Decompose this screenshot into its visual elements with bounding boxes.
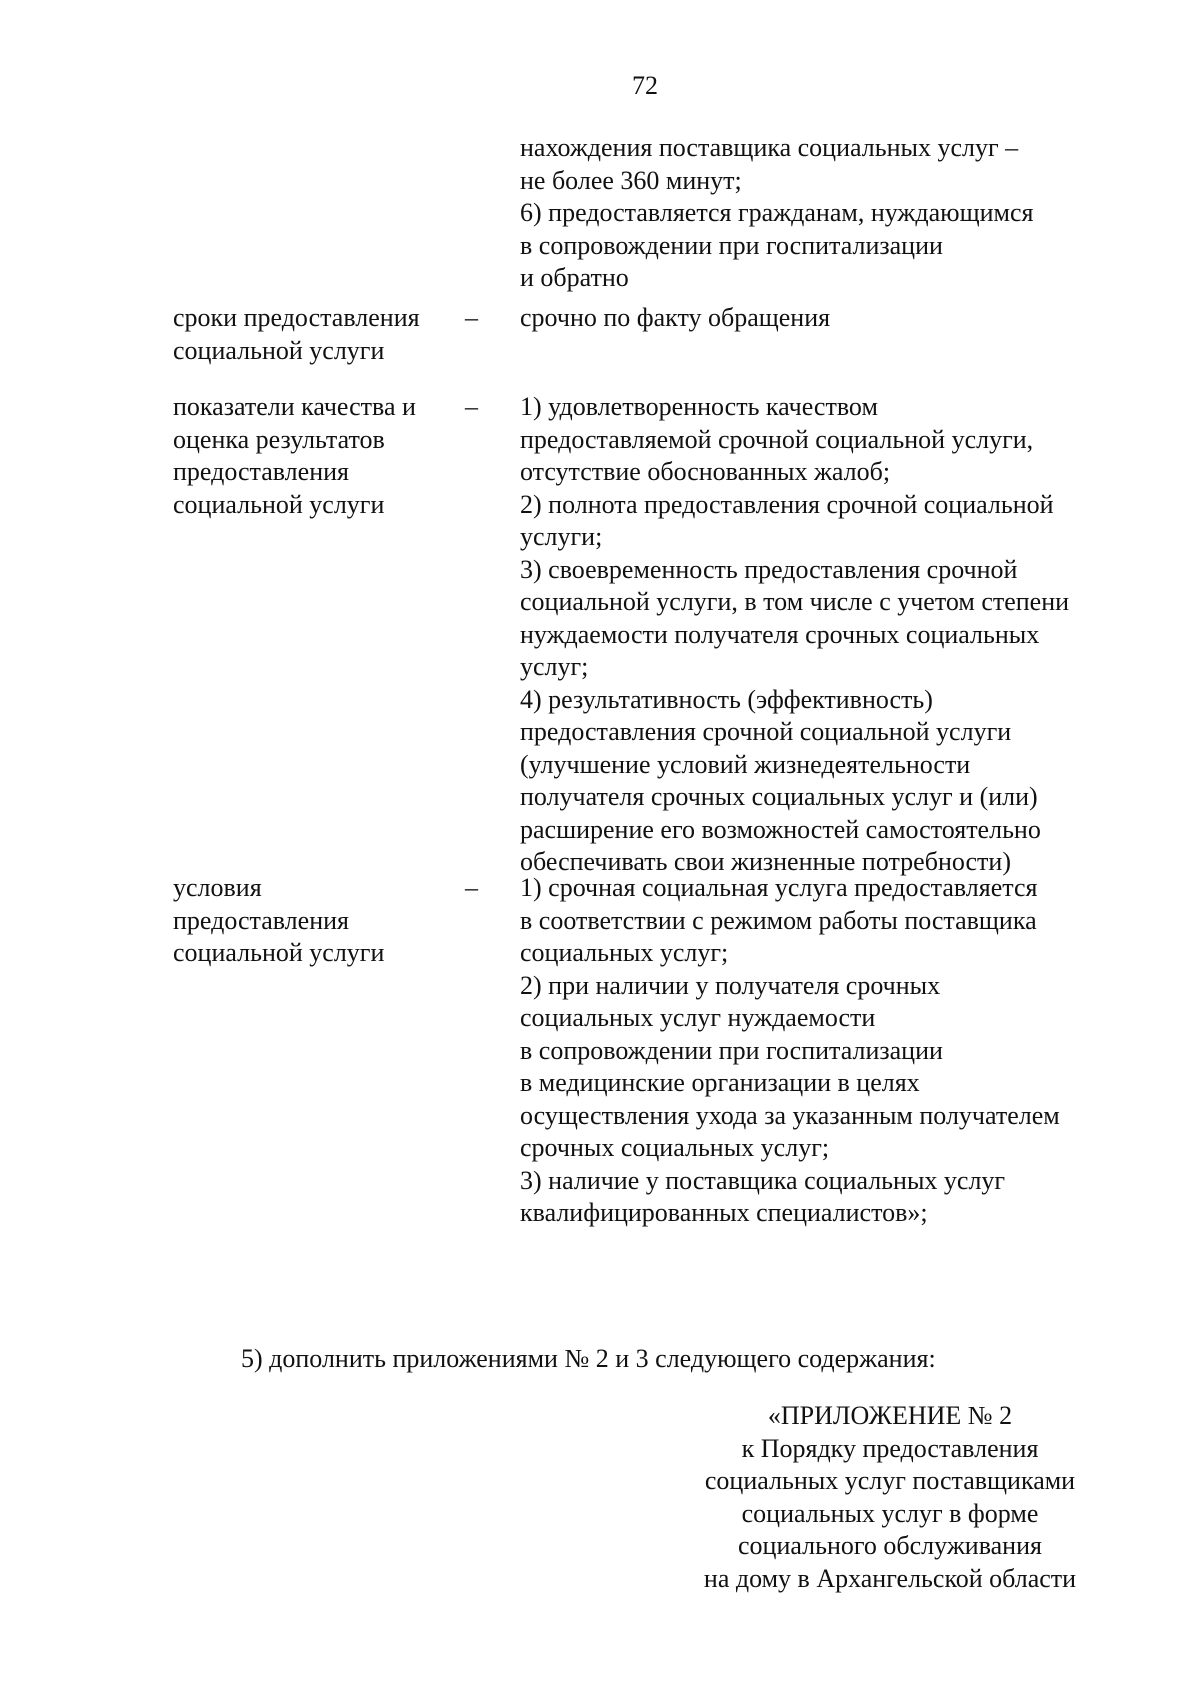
appendix-line: на дому в Архангельской области: [703, 1563, 1077, 1593]
label-line: показатели качества и: [173, 392, 416, 421]
text-line: не более 360 минут;: [520, 165, 742, 195]
value-line: 2) полнота предоставления срочной социальной: [520, 489, 1054, 519]
value-line: предоставления срочной социальной услуги: [520, 717, 1012, 746]
text-line: и обратно: [520, 263, 629, 292]
value-line: 1) удовлетворенность качеством: [520, 392, 878, 421]
value-line: в сопровождении при госпитализации: [520, 1035, 943, 1065]
label-line: условия: [173, 873, 262, 902]
continuation-text: [520, 132, 1160, 295]
row-label: [173, 391, 463, 521]
appendix-title: «ПРИЛОЖЕНИЕ № 2: [767, 1401, 1013, 1430]
row-label: [173, 872, 463, 970]
value-line: 4) результативность (эффективность): [520, 684, 933, 714]
row-value: [520, 302, 1160, 335]
value-line: 1) срочная социальная услуга предоставляется: [520, 873, 1038, 902]
text-line: в сопровождении при госпитализации: [520, 230, 943, 260]
appendix-heading: [620, 1400, 1160, 1595]
appendix-line: социальных услуг в форме: [741, 1498, 1039, 1528]
value-line: 3) своевременность предоставления срочной: [520, 554, 1018, 584]
label-line: социальной услуги: [173, 335, 385, 365]
appendix-line: к Порядку предоставления: [741, 1433, 1039, 1463]
value-line: 2) при наличии у получателя срочных: [520, 970, 941, 1000]
value-line: в соответствии с режимом работы поставщика: [520, 905, 1037, 935]
value-line: 3) наличие у поставщика социальных услуг: [520, 1165, 1006, 1195]
row-label: [173, 302, 463, 367]
value-line: нуждаемости получателя срочных социальных: [520, 619, 1040, 649]
amendment-paragraph: 5) дополнить приложениями № 2 и 3 следующего содержания:: [241, 1344, 936, 1373]
label-line: социальной услуги: [173, 489, 385, 519]
value-line: осуществления ухода за указанным получателем: [520, 1100, 1060, 1130]
value-line: квалифицированных специалистов»;: [520, 1198, 928, 1227]
value-line: получателя срочных социальных услуг и (или): [520, 782, 1038, 811]
row-dash: –: [465, 303, 478, 332]
value-line: социальных услуг;: [520, 938, 729, 967]
label-line: социальной услуги: [173, 938, 385, 967]
label-line: предоставления: [173, 905, 349, 935]
value-line: в медицинские организации в целях: [520, 1068, 920, 1097]
text-line: 6) предоставляется гражданам, нуждающимся: [520, 198, 1034, 227]
value-line: срочно по факту обращения: [520, 303, 831, 332]
value-line: услуги;: [520, 522, 603, 551]
text-line: нахождения поставщика социальных услуг –: [520, 133, 1019, 162]
row-value: [520, 872, 1160, 1230]
page-number: 72: [632, 71, 658, 100]
appendix-line: социальных услуг поставщиками: [704, 1466, 1076, 1495]
value-line: услуг;: [520, 652, 589, 681]
label-line: сроки предоставления: [173, 303, 420, 332]
label-line: предоставления: [173, 457, 349, 486]
appendix-line: социального обслуживания: [738, 1531, 1042, 1560]
row-dash: –: [465, 392, 478, 421]
value-line: (улучшение условий жизнедеятельности: [520, 749, 971, 779]
value-line: обеспечивать свои жизненные потребности): [520, 847, 1011, 876]
value-line: социальных услуг нуждаемости: [520, 1003, 876, 1032]
row-value: [520, 391, 1160, 879]
value-line: социальной услуги, в том числе с учетом степени: [520, 587, 1070, 616]
label-line: оценка результатов: [173, 424, 385, 454]
value-line: срочных социальных услуг;: [520, 1133, 830, 1162]
row-dash: –: [465, 873, 478, 902]
value-line: отсутствие обоснованных жалоб;: [520, 457, 891, 486]
value-line: расширение его возможностей самостоятельно: [520, 814, 1041, 844]
value-line: предоставляемой срочной социальной услуги,: [520, 424, 1034, 454]
